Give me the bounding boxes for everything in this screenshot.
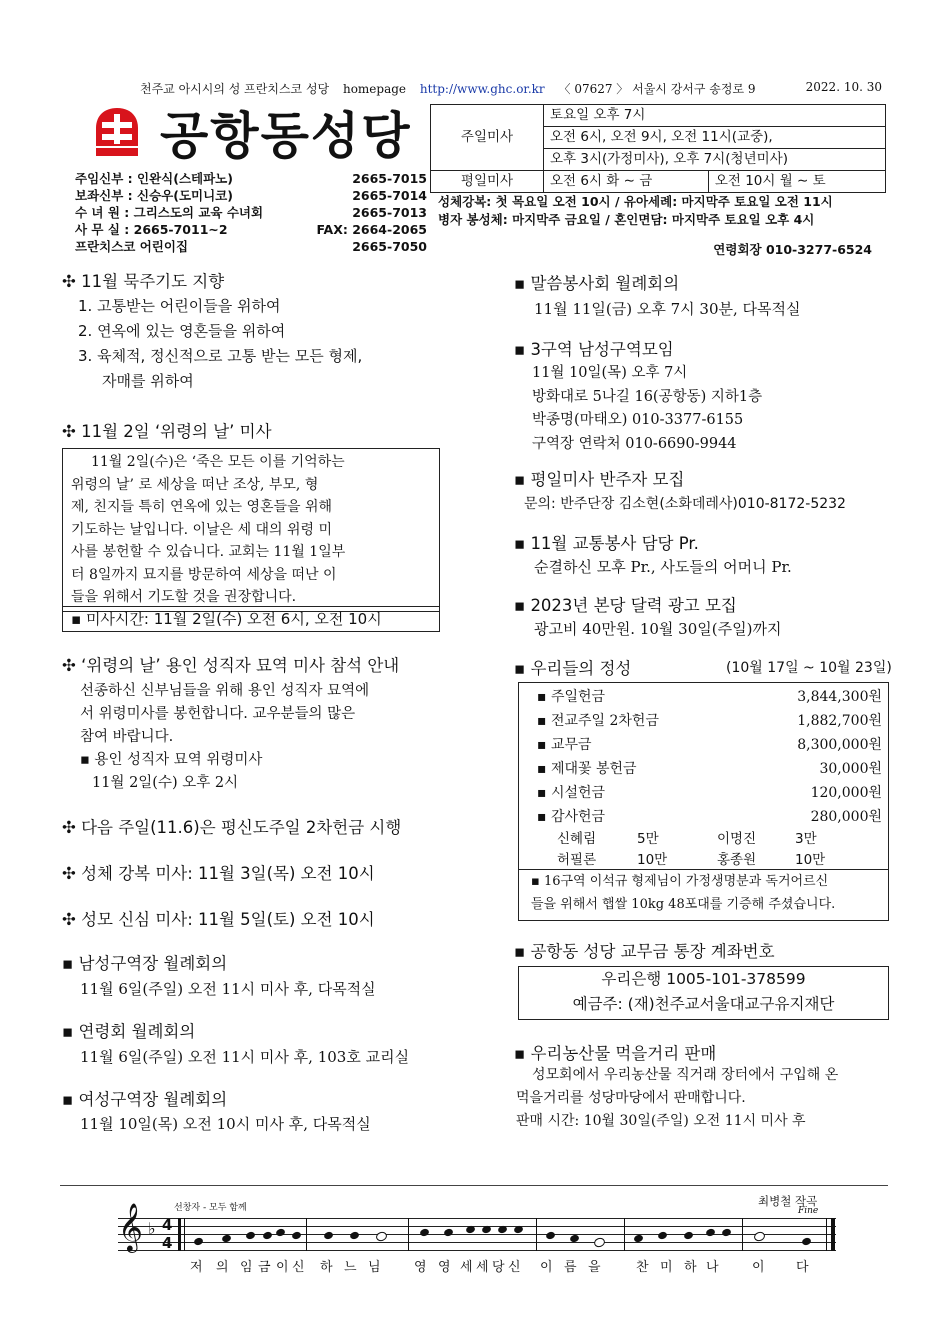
note-icon <box>349 1231 360 1241</box>
church-title: 공항동성당 <box>160 107 412 165</box>
table-row: ▪ 주일헌금 3,844,300원 <box>537 689 882 705</box>
issue-date: 2022. 10. 30 <box>805 80 882 94</box>
account-number: 우리은행 1005-101-378599 <box>601 970 806 988</box>
farm-body <box>516 1064 838 1133</box>
weekday-mass-label: 평일미사 <box>431 171 544 193</box>
extra-schedule <box>438 193 833 229</box>
extra-line: 병자 봉성체: 마지막주 금요일 / 혼인면담: 마지막주 토요일 오후 4시 <box>438 212 815 227</box>
chair-contact: 연령회장 010-3277-6524 <box>713 242 872 257</box>
note-icon <box>481 1225 492 1235</box>
staff-row: 주임신부 : 인완식(스테파노) 2665-7015 <box>75 171 427 186</box>
lyric: 신 <box>292 1260 305 1275</box>
sunday-mass-row: 오후 3시(가정미사), 오후 7시(청년미사) <box>544 149 886 171</box>
staff-row: 프란치스코 어린이집 2665-7050 <box>75 239 427 254</box>
lyric: 느 <box>344 1260 357 1275</box>
half-note-icon <box>753 1230 766 1242</box>
note-icon <box>245 1231 256 1241</box>
yongin-heading: ✣ ‘위령의 날’ 용인 성직자 묘역 미사 참석 안내 <box>62 656 400 675</box>
rice-donation-box <box>518 869 889 921</box>
word-heading: ▪ 말씀봉사회 월례회의 <box>514 274 680 293</box>
lyric: 름 <box>564 1260 577 1275</box>
weekday-mass-b: 오전 10시 월 ∼ 토 <box>708 171 885 193</box>
traffic-text: 순결하신 모후 Pr., 사도들의 어머니 Pr. <box>534 558 792 576</box>
body-line: 11월 2일(수) 오후 2시 <box>92 775 239 791</box>
lyric: 님 <box>368 1260 381 1275</box>
body-line: 방화대로 5나길 16(공항동) 지하1층 <box>532 388 763 405</box>
men-heading: ▪ 남성구역장 월례회의 <box>62 954 228 973</box>
mass-times-table <box>430 104 886 193</box>
barline <box>184 1218 185 1251</box>
lyric: 찬 <box>636 1260 649 1275</box>
box-line: 사를 봉헌할 수 있습니다. 교회는 11월 1일부 <box>71 544 346 560</box>
donor-list <box>557 829 825 871</box>
lyrics-line <box>190 1256 830 1275</box>
donor-row: 허필론 10만 홍종원 10만 <box>557 852 826 868</box>
time-signature-icon: 4 4 <box>162 1216 173 1252</box>
barline <box>306 1218 307 1251</box>
accomp-text: 문의: 반주단장 김소현(소화데레사)010-8172-5232 <box>524 496 846 512</box>
souls-box <box>62 448 440 612</box>
women-text: 11월 10일(목) 오전 10시 미사 후, 다목적실 <box>80 1115 371 1133</box>
box-line: 11월 2일(수)은 ‘죽은 모든 이를 기억하는 <box>91 454 345 470</box>
body-line: ▪ 용인 성직자 묘역 위령미사 <box>80 752 263 768</box>
barline <box>408 1218 409 1251</box>
lyric: 다 <box>796 1260 809 1275</box>
lyric: 이 <box>276 1260 289 1275</box>
table-row: ▪ 교무금 8,300,000원 <box>537 737 882 753</box>
calendar-text: 광고비 40만원. 10월 30일(주일)까지 <box>534 620 782 638</box>
gu3-body <box>532 362 762 456</box>
list-item: 1. 고통받는 어린이들을 위하여 <box>78 297 281 315</box>
body-line: 참여 바랍니다. <box>80 729 174 745</box>
note-icon <box>705 1228 716 1238</box>
list-item: 3. 육체적, 정신적으로 고통 받는 모든 형제, <box>78 347 363 365</box>
end-bar-icon <box>831 1218 835 1251</box>
lyric: 미 <box>660 1260 673 1275</box>
list-item: 2. 연옥에 있는 영혼들을 위하여 <box>78 322 286 340</box>
section-divider <box>60 1185 888 1186</box>
account-heading: ▪ 공항동 성당 교무금 통장 계좌번호 <box>514 942 775 961</box>
sunday-mass-row: 토요일 오후 7시 <box>544 105 886 127</box>
note-icon <box>545 1231 556 1241</box>
flat-icon: ♭ <box>148 1219 156 1238</box>
note-icon <box>262 1231 273 1241</box>
lyric: 을 <box>588 1260 601 1275</box>
body-line: 먹을거리를 성당마당에서 판매합니다. <box>516 1090 746 1106</box>
note-icon <box>497 1225 508 1235</box>
sunday-mass-row: 오전 6시, 오전 9시, 오전 11시(교중), <box>544 127 886 149</box>
note-icon <box>275 1228 286 1238</box>
body-line: 성모회에서 우리농산물 직거래 장터에서 구입해 온 <box>532 1067 839 1083</box>
offering-period: (10월 17일 ~ 10월 23일) <box>726 660 892 676</box>
box-line: 기도하는 날입니다. 이날은 세 대의 위령 미 <box>71 521 333 538</box>
accomp-heading: ▪ 평일미사 반주자 모집 <box>514 470 685 489</box>
yeonryeong-heading: ▪ 연령회 월례회의 <box>62 1022 196 1041</box>
note-icon <box>513 1225 524 1235</box>
church-name: 천주교 아시시의 성 프란치스코 성당 <box>140 82 330 96</box>
traffic-heading: ▪ 11월 교통봉사 담당 Pr. <box>514 534 699 553</box>
note-icon <box>721 1228 732 1238</box>
body-line: 서 위령미사를 봉헌합니다. 교우분들의 많은 <box>80 706 356 722</box>
lyric: 저 <box>190 1260 203 1275</box>
weekday-mass-a: 오전 6시 화 ∼ 금 <box>544 171 709 193</box>
body-line: 구역장 연락처 010-6690-9944 <box>532 435 737 452</box>
staff-row: 수 녀 원 : 그리스도의 교육 수녀회 2665-7013 <box>75 205 427 220</box>
women-heading: ▪ 여성구역장 월례회의 <box>62 1090 228 1109</box>
composer: 최병철 작곡 <box>758 1194 818 1208</box>
note-icon <box>193 1237 204 1247</box>
homepage-link[interactable]: http://www.ghc.or.kr <box>419 82 545 96</box>
box-line: 들을 위해서 기도할 것을 권장합니다. <box>71 589 297 605</box>
account-holder: 예금주: (재)천주교서울대교구유지재단 <box>572 995 835 1013</box>
table-row: ▪ 감사헌금 280,000원 <box>537 809 882 825</box>
farm-heading: ▪ 우리농산물 먹을거리 판매 <box>514 1044 717 1063</box>
lyric: 하 <box>320 1260 333 1275</box>
list-item: 자매를 위하여 <box>102 372 194 390</box>
men-text: 11월 6일(주일) 오전 11시 미사 후, 다목적실 <box>80 980 376 998</box>
offering-heading: ▪ 우리들의 정성 <box>514 659 632 678</box>
note-icon <box>801 1237 812 1247</box>
church-logo <box>92 106 142 158</box>
staff-list <box>75 170 427 255</box>
lyric: 세 <box>476 1260 489 1275</box>
staff-row: 보좌신부 : 신승우(도미니코) 2665-7014 <box>75 188 427 203</box>
lyric: 나 <box>706 1260 719 1275</box>
note-icon <box>683 1231 694 1241</box>
souls-time-box: ▪ 미사시간: 11월 2일(수) 오전 6시, 오전 10시 <box>62 606 440 632</box>
note-icon <box>291 1231 302 1241</box>
next-sunday-notice: ✣ 다음 주일(11.6)은 평신도주일 2차헌금 시행 <box>62 818 402 837</box>
offering-table <box>537 685 882 829</box>
box-line: 위령의 날’ 로 세상을 떠난 조상, 부모, 형 <box>71 476 319 493</box>
barline <box>624 1218 625 1251</box>
address: 〈 07627 〉 서울시 강서구 송정로 9 <box>558 82 756 96</box>
mary-mass-notice: ✣ 성모 신심 미사: 11월 5일(토) 오전 10시 <box>62 910 375 929</box>
staff-row: 사 무 실 : 2665-7011∼2 FAX: 2664-2065 <box>75 222 427 237</box>
half-note-icon <box>375 1230 388 1242</box>
sunday-mass-label: 주일미사 <box>431 105 544 171</box>
intention-list <box>78 294 362 394</box>
lyric: 세 <box>460 1260 473 1275</box>
lyric: 당 <box>492 1260 505 1275</box>
note-icon <box>419 1228 430 1238</box>
body-line: 선종하신 신부님들을 위해 용인 성직자 묘역에 <box>80 683 370 699</box>
note-icon <box>323 1231 334 1241</box>
table-row: ▪ 시설헌금 120,000원 <box>537 785 882 801</box>
lyric: 이 <box>752 1260 765 1275</box>
box-line: 터 8일까지 묘지를 방문하여 세상을 떠난 이 <box>71 566 337 583</box>
barline <box>826 1218 827 1251</box>
offering-box <box>518 682 889 870</box>
word-text: 11월 11일(금) 오후 7시 30분, 다목적실 <box>534 300 801 318</box>
homepage-label: homepage <box>342 82 407 96</box>
treble-clef-icon: 𝄞 <box>118 1202 143 1251</box>
note-icon <box>657 1231 668 1241</box>
yongin-body <box>80 680 450 795</box>
header-line <box>140 80 766 97</box>
lyric: 하 <box>684 1260 697 1275</box>
note-icon <box>443 1228 454 1238</box>
table-row: ▪ 전교주일 2차헌금 1,882,700원 <box>537 713 882 729</box>
lyric: 신 <box>508 1260 521 1275</box>
body-line: 판매 시간: 10월 30일(주일) 오전 11시 미사 후 <box>516 1113 806 1129</box>
repeat-bar-icon <box>178 1218 181 1251</box>
body-line: 11월 10일(목) 오후 7시 <box>532 365 688 381</box>
body-line: ▪ 16구역 이석규 형제님이 가정생명분과 독거어르신 <box>531 874 829 889</box>
donor-row: 신혜림 5만 이명진 3만 <box>557 831 817 847</box>
yeonryeong-text: 11월 6일(주일) 오전 11시 미사 후, 103호 교리실 <box>80 1048 410 1066</box>
box-line: 제, 친지들 특히 연옥에 있는 영혼들을 위해 <box>71 499 333 515</box>
table-row: ▪ 제대꽃 봉헌금 30,000원 <box>537 761 882 777</box>
extra-line: 성체강복: 첫 목요일 오전 10시 / 유아세례: 마지막주 토요일 오전 11시 <box>438 194 833 209</box>
souls-heading: ✣ 11월 2일 ‘위령의 날’ 미사 <box>62 422 272 441</box>
lyric: 이 <box>540 1260 553 1275</box>
note-icon <box>465 1225 476 1235</box>
performer-note: 선창자 - 모두 함께 <box>174 1203 247 1213</box>
lyric: 금 <box>258 1260 271 1275</box>
half-note-icon <box>593 1236 606 1248</box>
body-line: 들을 위해서 햅쌀 10kg 48포대를 기증해 주셨습니다. <box>531 897 836 912</box>
barline <box>536 1218 537 1251</box>
lyric: 영 <box>414 1260 427 1275</box>
benediction-notice: ✣ 성체 강복 미사: 11월 3일(목) 오전 10시 <box>62 864 375 883</box>
lyric: 임 <box>240 1260 253 1275</box>
fine-mark: Fine <box>798 1206 819 1216</box>
lyric: 영 <box>438 1260 451 1275</box>
calendar-heading: ▪ 2023년 본당 달력 광고 모집 <box>514 596 737 615</box>
account-box <box>518 966 889 1020</box>
gu3-heading: ▪ 3구역 남성구역모임 <box>514 340 674 359</box>
barline <box>742 1218 743 1251</box>
lyric: 의 <box>216 1260 229 1275</box>
body-line: 박종명(마태오) 010-3377-6155 <box>532 412 744 428</box>
intention-heading: ✣ 11월 묵주기도 지향 <box>62 272 225 291</box>
